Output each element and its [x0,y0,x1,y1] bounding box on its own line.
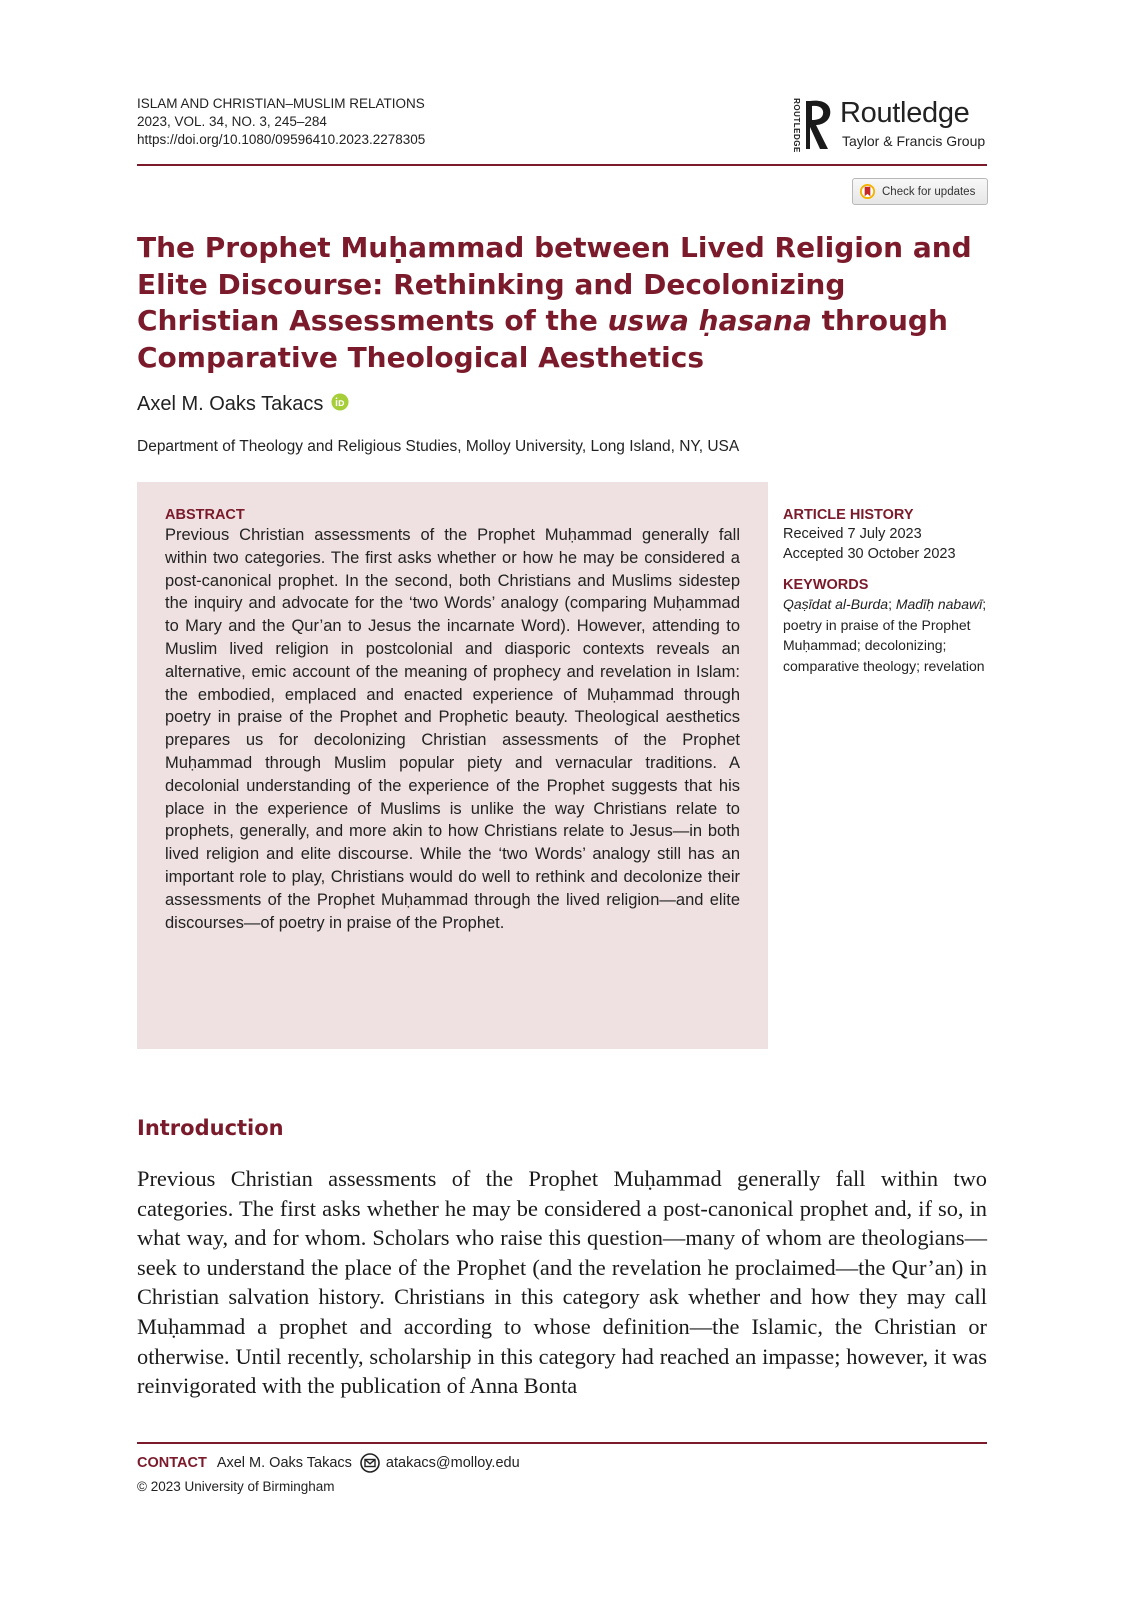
footer-divider [137,1442,987,1444]
received-date: Received 7 July 2023 [783,526,922,542]
journal-header [137,95,425,149]
orcid-icon[interactable] [331,393,349,411]
contact-line [137,1453,520,1473]
publisher-vertical-label: ROUTLEDGE [791,97,801,153]
check-updates-button[interactable] [852,178,988,205]
accepted-date: Accepted 30 October 2023 [783,546,956,562]
title-part-2: through Comparative Theological Aesthetics [137,304,948,374]
publisher-logo [790,95,990,155]
article-history-heading: ARTICLE HISTORY [783,507,914,523]
contact-email[interactable]: atakacs@molloy.edu [385,1455,520,1471]
journal-name: ISLAM AND CHRISTIAN–MUSLIM RELATIONS [137,96,425,111]
title-part-1: The Prophet Muḥammad between Lived Religion and Elite Discourse: Rethinking and Decolonizing Christian Assessments of the [137,231,972,337]
routledge-logo-icon [804,97,834,153]
check-updates-icon [859,183,876,200]
publisher-name: Routledge [840,97,970,129]
keyword-burda: Qaṣīdat al-Burda [783,596,889,612]
check-updates-label: Check for updates [882,185,976,198]
affiliation: Department of Theology and Religious Studies, Molloy University, Long Island, NY, USA [137,438,740,455]
abstract-heading: ABSTRACT [165,507,245,523]
article-title [137,230,987,376]
introduction-text: Previous Christian assessments of the Prophet Muḥammad generally fall within two categories. The first asks whether he may be considered a post-canonical prophet and, if so, in what way, and for whom. Scholars who raise this question—many of whom are theologians—seek to understand the place of the Prophet (and the revelation he proclaimed—the Qur’an) in Christian salvation history. Christians in this category ask whether and how they may call Muḥammad a prophet and according to whose definition—the Islamic, the Christian or otherwise. Until recently, scholarship in this category had reached an impasse; however, it was reinvigorated with the publication of Anna Bonta [137,1166,987,1399]
email-icon [360,1453,380,1473]
article-sidebar [783,506,993,676]
author-name: Axel M. Oaks Takacs [137,393,324,415]
abstract-box [137,482,768,1049]
keywords-rest: ; poetry in praise of the Prophet Muḥammad; decolonizing; comparative theology; revelation [783,596,987,674]
contact-name: Axel M. Oaks Takacs [216,1455,352,1471]
introduction-heading: Introduction [137,1116,284,1140]
keyword-separator: ; [888,596,896,612]
keywords-heading: KEYWORDS [783,577,869,593]
title-italic: uswa ḥasana [607,304,812,337]
publisher-group: Taylor & Francis Group [842,133,986,149]
doi-link[interactable]: https://doi.org/10.1080/09596410.2023.2278305 [137,132,426,147]
keywords-list [783,594,993,676]
volume-info: 2023, VOL. 34, NO. 3, 245–284 [137,114,327,129]
contact-label: CONTACT [137,1455,207,1471]
author-line [137,393,349,416]
abstract-text: Previous Christian assessments of the Prophet Muḥammad generally fall within two categories. The first asks whether or how he may be considered a post-canonical prophet. In the second, both Christians and Muslims sidestep the inquiry and advocate for the ‘two Words’ analogy (comparing Muḥammad to Mary and the Qur’an to Jesus the incarnate Word). However, attending to Muslim lived religion in postcolonial and diasporic contexts reveals an alternative, emic account of the meaning of prophecy and revelation in Islam: the embodied, emplaced and enacted experience of Muḥammad through poetry in praise of the Prophet and Prophetic beauty. Theological aesthetics prepares us for decolonizing Christian assessments of the Prophet Muḥammad through Muslim popular piety and vernacular traditions. A decolonial understanding of the experience of the Prophet suggests that his place in the experience of Muslims is unlike the way Christians relate to prophets, generally, and more akin to how Christians relate to Jesus—in both lived religion and elite discourse. While the ‘two Words’ analogy still has an important role to play, Christians would do well to rethink and decolonize their assessments of the Prophet Muḥammad through the lived religion—and elite discourses—of poetry in praise of the Prophet. [165,526,740,932]
copyright: © 2023 University of Birmingham [137,1479,335,1494]
keyword-madih: Madīḥ nabawī [895,596,983,612]
header-divider [137,164,987,166]
